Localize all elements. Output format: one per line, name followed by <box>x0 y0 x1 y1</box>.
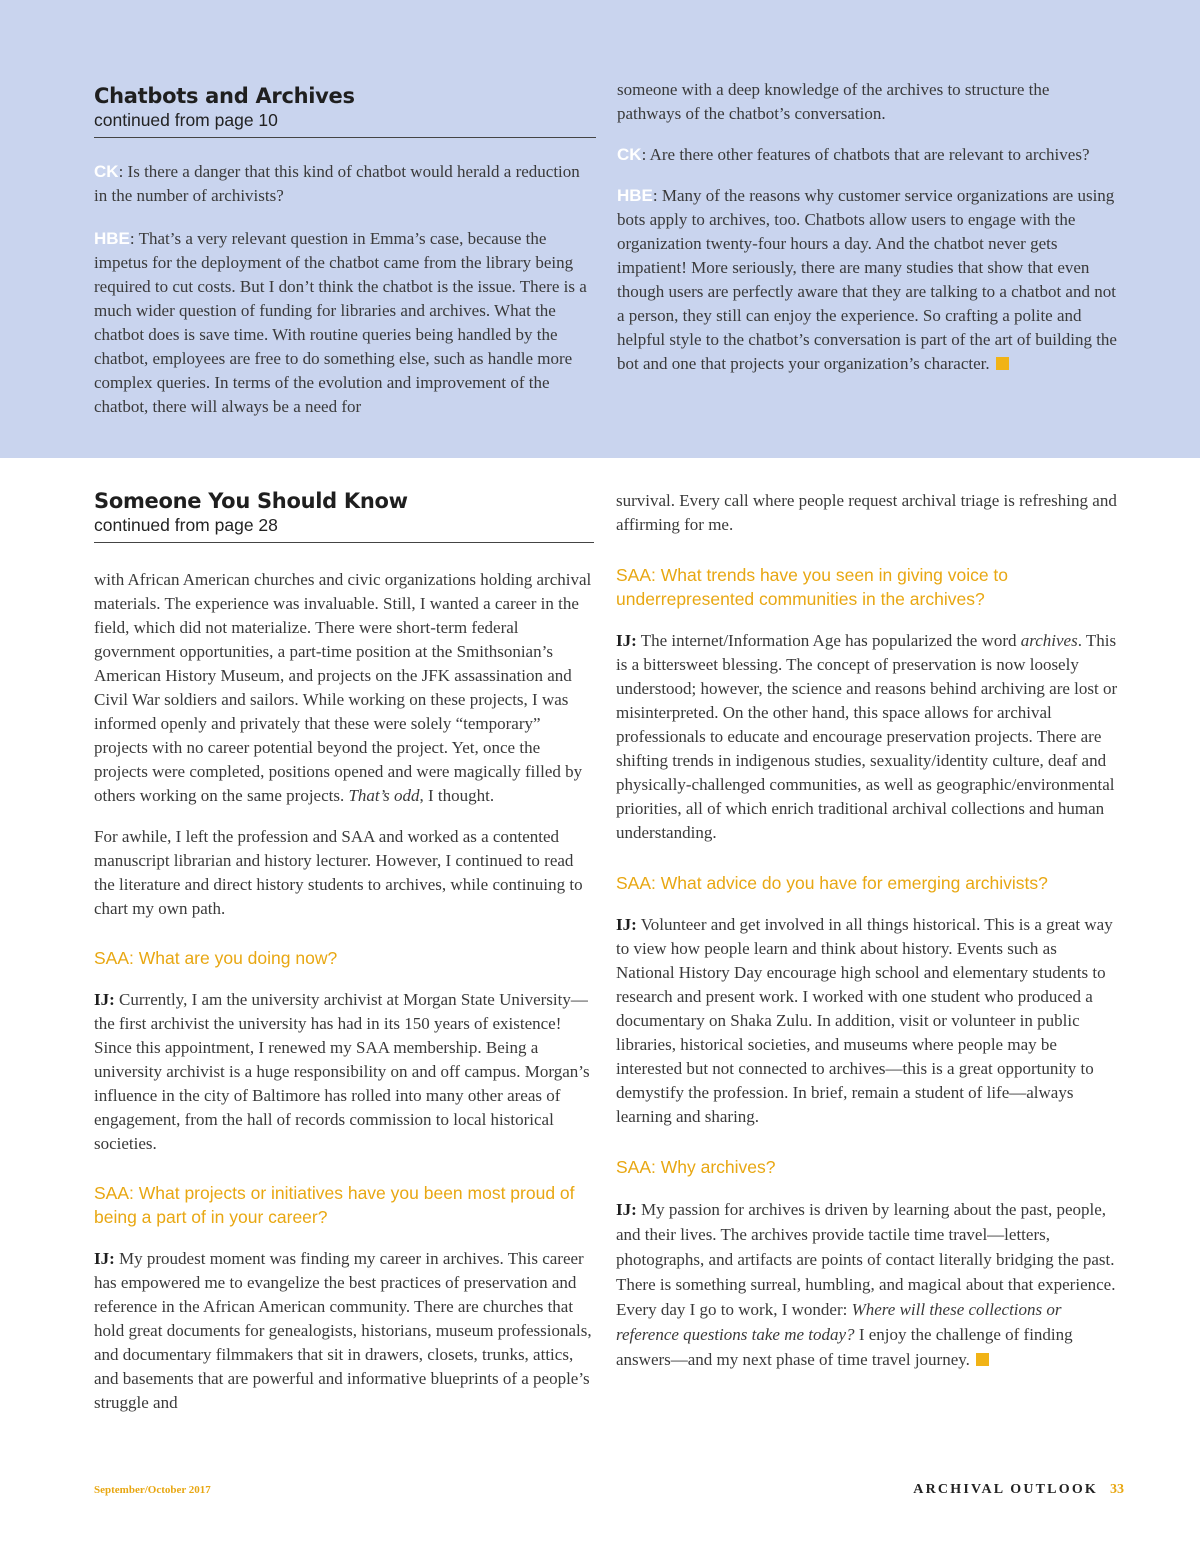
italic-text: archives <box>1020 631 1078 650</box>
speaker-label: CK <box>94 162 119 181</box>
interview-paragraph <box>94 227 596 419</box>
continued-note: continued from page 10 <box>94 110 278 130</box>
paragraph-text: : Many of the reasons why customer service organizations are using bots apply to archives, too. Chatbots allow users to engage with the organization twenty-four hours a day. And the chatbot never gets impatient! More seriously, there are many studies that show that even though users are perfectly aware that they are talking to a chatbot and not a person, they still can enjoy the experience. So crafting a polite and helpful style to the chatbot’s conversation is part of the art of building the bot and one that projects your organization’s character. <box>617 186 1117 373</box>
interview-paragraph <box>617 143 1117 167</box>
paragraph-text: My passion for archives is driven by learning about the past, people, and their lives. The archives provide tactile time travel—letters, photographs, and artifacts are points of contact literally bridging the past. There is something surreal, humbling, and magical about that experience. Every day I go to work, I wonder: <box>616 1200 1116 1319</box>
interview-question: SAA: What advice do you have for emerging archivists? <box>616 873 1048 893</box>
speaker-label: IJ: <box>94 990 115 1009</box>
paragraph-text: I enjoy the challenge of finding answers—and my next phase of time travel journey. <box>616 1325 1073 1369</box>
section-rule <box>94 542 594 543</box>
section-rule <box>94 137 596 138</box>
paragraph-text: . This is a bittersweet blessing. The concept of preservation is now loosely understood; however, the science and reasons behind archiving are lost or misinterpreted. On the other hand, this space allows for archival professionals to educate and encourage preservation projects. There are shifting trends in indigenous studies, sexuality/identity culture, deaf and physically-challenged communities, as well as geographic/environmental priorities, all of which enrich traditional archival collections and human understanding. <box>616 631 1118 842</box>
speaker-label: HBE <box>617 186 653 205</box>
italic-text: Where will these collections or reference questions take me today? <box>616 1300 1062 1344</box>
continued-note: continued from page 28 <box>94 515 278 535</box>
section-title: Someone You Should Know <box>94 489 408 513</box>
someone-left-column <box>94 488 594 1415</box>
someone-right-column <box>616 489 1118 1372</box>
paragraph-text: someone with a deep knowledge of the archives to structure the pathways of the chatbot’s conversation. <box>617 80 1050 123</box>
interview-paragraph <box>94 160 596 208</box>
italic-text: That’s odd <box>348 786 420 805</box>
chatbots-left-column <box>94 83 596 419</box>
issue-date: September/October 2017 <box>94 1484 211 1496</box>
speaker-label: IJ: <box>616 631 637 650</box>
paragraph-text: Volunteer and get involved in all things historical. This is a great way to view how people learn and think about history. Events such as National History Day encourage high school and elementary students to research and present work. I worked with one student who produced a documentary on Shaka Zulu. In addition, visit or volunteer in public libraries, historical societies, and museums where people may be interested but not connected to archives—this is a great opportunity to demystify the profession. In brief, remain a student of life—always learning and sharing. <box>616 915 1113 1126</box>
section-title: Chatbots and Archives <box>94 84 355 108</box>
end-of-article-mark <box>996 357 1009 370</box>
interview-answer <box>94 988 594 1156</box>
speaker-label: IJ: <box>616 1200 637 1219</box>
paragraph-text: For awhile, I left the profession and SAA and worked as a contented manuscript librarian and history lecturer. However, I continued to read the literature and direct history students to archives, while continuing to chart my own path. <box>94 827 583 918</box>
interview-answer <box>616 913 1118 1129</box>
paragraph-text: My proudest moment was finding my career in archives. This career has empowered me to evangelize the best practices of preservation and reference in the African American community. There are churches that hold great documents for genealogists, historians, museum professionals, and documentary filmmakers that sit in drawers, closets, trunks, attics, and basements that are powerful and informative blueprints of a people’s struggle and <box>94 1249 592 1412</box>
magazine-name: ARCHIVAL OUTLOOK <box>913 1482 1098 1497</box>
interview-answer <box>616 1197 1118 1372</box>
paragraph-text: : That’s a very relevant question in Emma’s case, because the impetus for the deployment of the chatbot came from the library being required to cut costs. But I don’t think the chatbot is the issue. There is a much wider question of funding for libraries and archives. What the chatbot does is save time. With routine queries being handled by the chatbot, employees are free to do something else, such as handle more complex queries. In terms of the evolution and improvement of the chatbot, there will always be a need for <box>94 229 587 416</box>
speaker-label: CK <box>617 145 642 164</box>
paragraph-text: , I thought. <box>419 786 495 805</box>
paragraph-text: survival. Every call where people request archival triage is refreshing and affirming for me. <box>616 491 1117 534</box>
interview-question: SAA: Why archives? <box>616 1157 776 1177</box>
interview-answer <box>94 1247 594 1415</box>
interview-question: SAA: What are you doing now? <box>94 948 338 968</box>
paragraph-text: : Is there a danger that this kind of chatbot would herald a reduction in the number of archivists? <box>94 162 580 205</box>
interview-paragraph <box>617 184 1117 376</box>
paragraph-text: with African American churches and civic organizations holding archival materials. The experience was invaluable. Still, I wanted a career in the field, which did not materialize. There were short-term federal government opportunities, a part-time position at the Smithsonian’s American History Museum, and projects on the JFK assassination and Civil War soldiers and sailors. While working on these projects, I was informed openly and privately that these were solely “temporary” projects with no career potential beyond the project. Yet, once the projects were completed, positions opened and were magically filled by others working on the same projects. <box>94 570 592 805</box>
page-number: 33 <box>1110 1482 1124 1497</box>
end-of-article-mark <box>976 1353 989 1366</box>
running-footer <box>913 1482 1124 1498</box>
chatbots-right-column <box>617 78 1117 376</box>
interview-question: SAA: What trends have you seen in giving voice to underrepresented communities in the archives? <box>616 565 1009 609</box>
speaker-label: IJ: <box>616 915 637 934</box>
speaker-label: IJ: <box>94 1249 115 1268</box>
paragraph-text: Currently, I am the university archivist at Morgan State University—the first archivist the university has had in its 150 years of existence! Since this appointment, I renewed my SAA membership. Being a university archivist is a huge responsibility on and off campus. Morgan’s influence in the city of Baltimore has rolled into many other areas of engagement, from the hall of records commission to local historical societies. <box>94 990 590 1153</box>
paragraph-text: : Are there other features of chatbots that are relevant to archives? <box>641 145 1090 164</box>
interview-question: SAA: What projects or initiatives have you been most proud of being a part of in your career? <box>94 1183 575 1227</box>
speaker-label: HBE <box>94 229 130 248</box>
paragraph-text: The internet/Information Age has popularized the word <box>636 631 1021 650</box>
interview-answer <box>616 629 1118 845</box>
interview-paragraph <box>94 568 594 808</box>
